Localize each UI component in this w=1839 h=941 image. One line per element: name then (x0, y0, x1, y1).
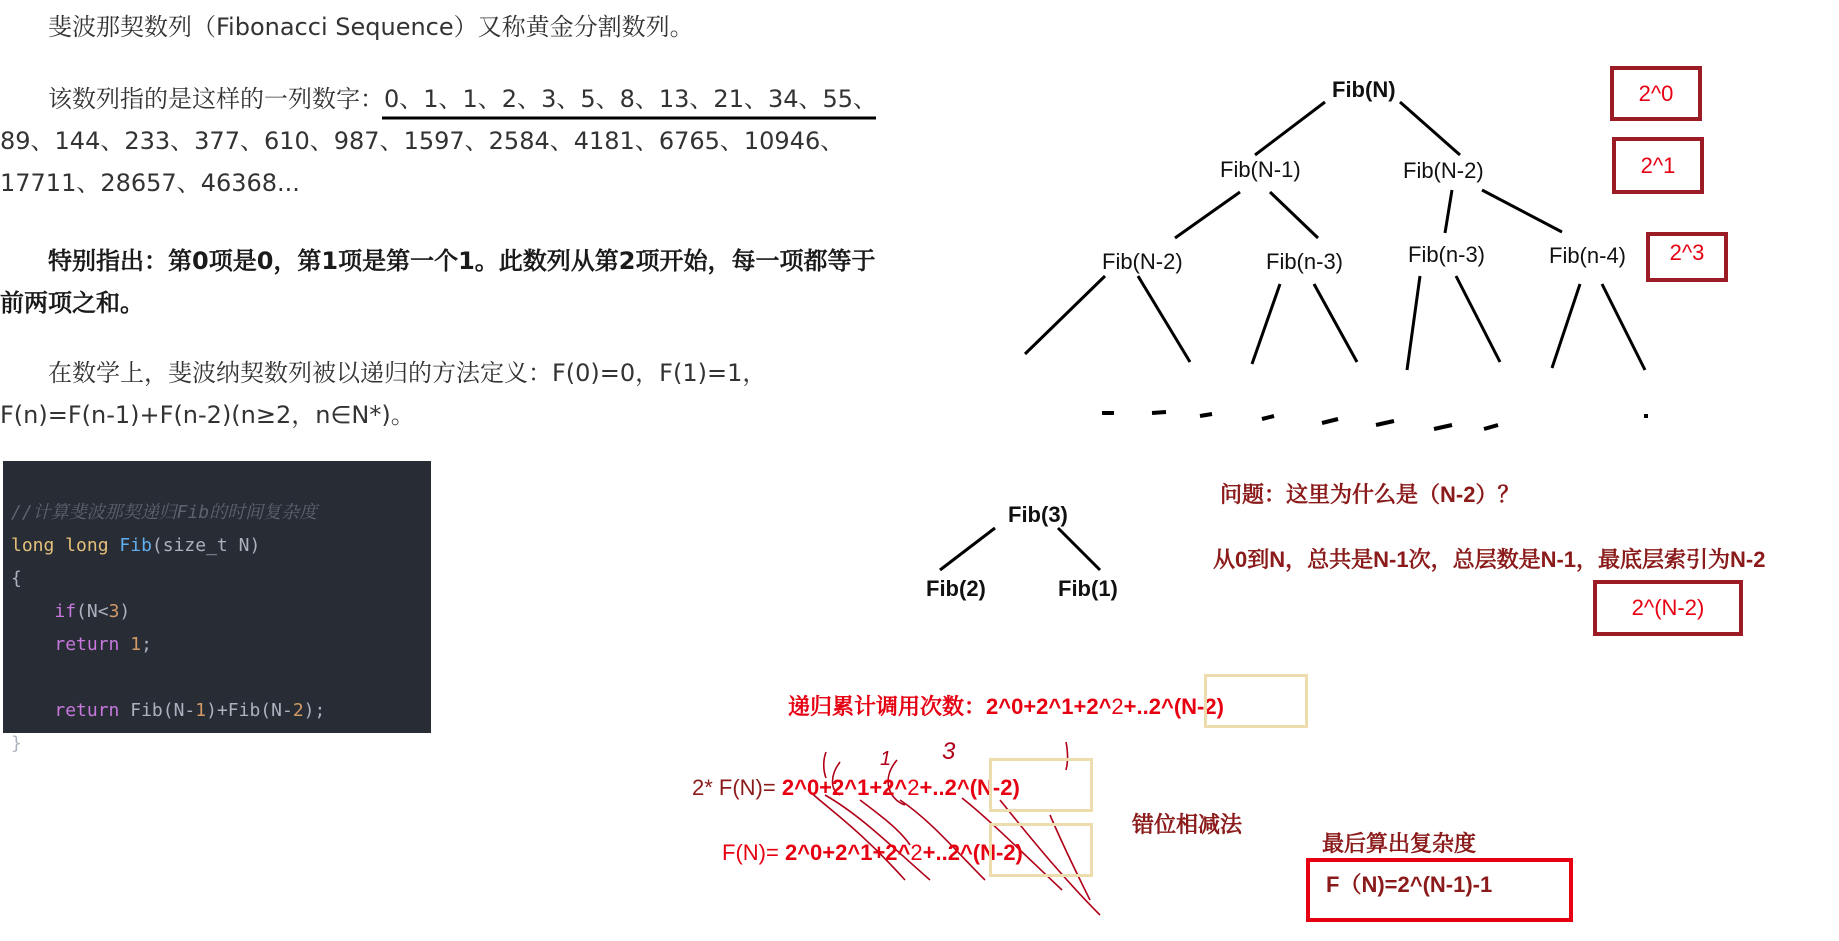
code-line-close-brace: } (11, 733, 22, 754)
edge-root-right (1400, 102, 1460, 155)
node-l1-left: Fib(N-1) (1220, 157, 1301, 182)
sequence-rest: 89、144、233、377、610、987、1597、2584、4181、6765、10946、17711、28657、46368... (0, 127, 845, 197)
level-box-0: 2^0 (1610, 66, 1702, 121)
code-line-open-brace: { (11, 568, 22, 589)
definition-text: 在数学上，斐波纳契数列被以递归的方法定义：F(0)=0，F(1)=1，F(n)=F(n-1)+F(n-2)(n≥2，n∈N*)。 (0, 359, 767, 429)
node-l1-right: Fib(N-2) (1403, 158, 1484, 183)
edge-small-right (1058, 528, 1100, 570)
sum-line: 递归累计调用次数：2^0+2^1+2^2+..2^(N-2) (788, 694, 1224, 719)
code-line-if: if(N<3) (54, 601, 131, 622)
edge-l2d-left (1552, 284, 1580, 368)
edge-l1r-b (1482, 190, 1562, 232)
edge-l1l-a (1175, 192, 1240, 238)
node-small-right: Fib(1) (1058, 576, 1118, 601)
node-root: Fib(N) (1332, 77, 1396, 102)
edge-l2d-right (1602, 284, 1645, 370)
code-line-return-1: return 1; (54, 634, 152, 655)
twof-line: 2* F(N)= 2^0+2^1+2^2+..2^(N-2) (692, 775, 1020, 800)
node-small-root: Fib(3) (1008, 502, 1068, 527)
edge-small-left (940, 528, 995, 570)
final-label: 最后算出复杂度 (1322, 831, 1477, 856)
sum-last-highlight (1204, 674, 1308, 728)
level-box-1: 2^1 (1612, 137, 1704, 194)
question-note: 问题：这里为什么是（N-2）？ (1220, 482, 1520, 507)
handwritten-1: 1 (880, 748, 892, 770)
edge-l2b-right (1314, 284, 1357, 362)
answer-note: 从0到N，总共是N-1次，总层数是N-1，最底层索引为N-2 (1213, 547, 1766, 572)
node-l2-c: Fib(n-3) (1408, 242, 1486, 267)
level-box-3: 2^3 (1646, 232, 1728, 282)
f-last-highlight (989, 823, 1093, 877)
intro-text: 斐波那契数列（Fibonacci Sequence）又称黄金分割数列。 (48, 13, 694, 41)
node-l2-b: Fib(n-3) (1266, 249, 1344, 274)
sequence-lead: 该数列指的是这样的一列数字： (48, 85, 384, 113)
f-line: F(N)= 2^0+2^1+2^2+..2^(N-2) (722, 840, 1023, 865)
edge-l2a-right (1138, 276, 1190, 362)
sequence-underlined: 0、1、1、2、3、5、8、13、21、34、55、 (384, 85, 878, 113)
edge-l2c-right (1456, 276, 1500, 362)
edge-root-left (1255, 102, 1325, 155)
node-small-left: Fib(2) (926, 576, 986, 601)
note-text: 特别指出：第0项是0，第1项是第一个1。此数列从第2项开始，每一项都等于前两项之和。 (0, 247, 876, 317)
twof-last-highlight (989, 758, 1093, 812)
code-line-signature: long long Fib(size_t N) (11, 535, 261, 556)
code-comment: //计算斐波那契递归Fib的时间复杂度 (11, 502, 318, 523)
edge-l1r-a (1445, 190, 1452, 233)
edge-l2a-left (1025, 276, 1105, 354)
node-l2-a: Fib(N-2) (1102, 249, 1183, 274)
edge-l2b-left (1252, 284, 1280, 364)
handwritten-3: 3 (942, 738, 956, 765)
ellipsis-dashes (1102, 412, 1648, 429)
edge-l2c-left (1407, 276, 1420, 370)
code-line-return-recursive: return Fib(N-1)+Fib(N-2); (54, 700, 326, 721)
method-label: 错位相减法 (1132, 812, 1243, 837)
node-l2-d: Fib(n-4) (1549, 243, 1627, 268)
edge-l1l-b (1270, 192, 1318, 238)
final-result-box: F（N)=2^(N-1)-1 (1306, 858, 1573, 922)
level-box-bottom: 2^(N-2) (1593, 580, 1743, 636)
